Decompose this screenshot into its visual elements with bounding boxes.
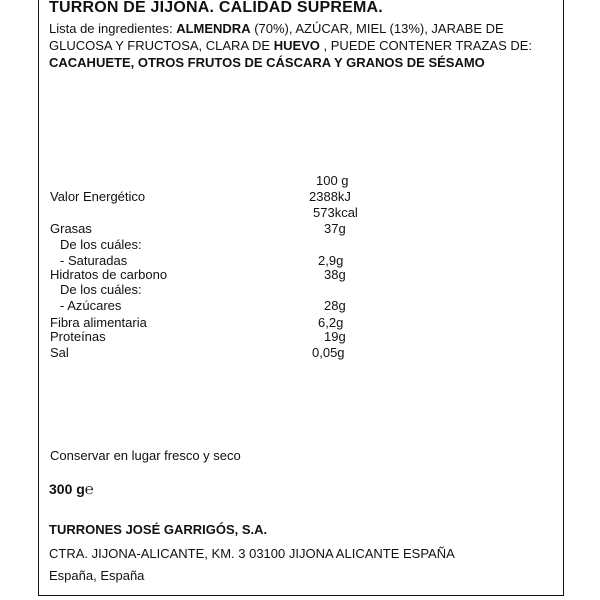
allergen-almendra: ALMENDRA — [176, 21, 251, 36]
estimated-sign-icon: ℮ — [84, 481, 94, 498]
fiber-label: Fibra alimentaria — [50, 315, 147, 330]
fat-label: Grasas — [50, 221, 92, 236]
ingredients-part2: , PUEDE CONTENER TRAZAS DE: — [319, 38, 533, 53]
allergen-huevo: HUEVO — [273, 38, 320, 53]
energy-label: Valor Energético — [50, 189, 146, 204]
sugars-value: 28g — [324, 298, 346, 313]
ingredients-prefix: Lista de ingredientes: — [49, 21, 177, 36]
energy-kj-value: 2388kJ — [309, 189, 351, 204]
saturated-label: - Saturadas — [60, 253, 128, 268]
salt-label: Sal — [50, 345, 69, 360]
salt-value: 0,05g — [312, 345, 345, 360]
fat-sub-label: De los cuáles: — [60, 237, 142, 252]
ingredients-list — [49, 20, 553, 71]
product-label — [38, 0, 564, 596]
ingredients-part1: (70%), AZÚCAR, MIEL (13%), JARABE DE GLUCOSA Y FRUCTOSA, CLARA DE — [49, 21, 504, 53]
net-quantity — [49, 481, 94, 498]
energy-kcal-value: 573kcal — [313, 205, 358, 220]
saturated-value: 2,9g — [318, 253, 344, 268]
fat-value: 37g — [324, 221, 346, 236]
allergen-traces: CACAHUETE, OTROS FRUTOS DE CÁSCARA Y GRANOS DE SÉSAMO — [49, 55, 485, 70]
carbs-sub-label: De los cuáles: — [60, 282, 142, 297]
carbs-label: Hidratos de carbono — [50, 267, 168, 282]
net-quantity-value: 300 g — [49, 481, 85, 497]
company-name: TURRONES JOSÉ GARRIGÓS, S.A. — [49, 522, 268, 537]
company-address: CTRA. JIJONA-ALICANTE, KM. 3 03100 JIJONA ALICANTE ESPAÑA — [49, 546, 455, 561]
product-title: TURRÓN DE JIJONA. CALIDAD SUPREMA. — [49, 0, 383, 16]
protein-value: 19g — [324, 329, 346, 344]
protein-label: Proteínas — [50, 329, 106, 344]
nutrition-header: 100 g — [316, 173, 349, 188]
fiber-value: 6,2g — [318, 315, 344, 330]
country-of-origin: España, España — [49, 568, 145, 583]
sugars-label: - Azúcares — [60, 298, 122, 313]
carbs-value: 38g — [324, 267, 346, 282]
storage-instructions: Conservar en lugar fresco y seco — [50, 448, 241, 463]
